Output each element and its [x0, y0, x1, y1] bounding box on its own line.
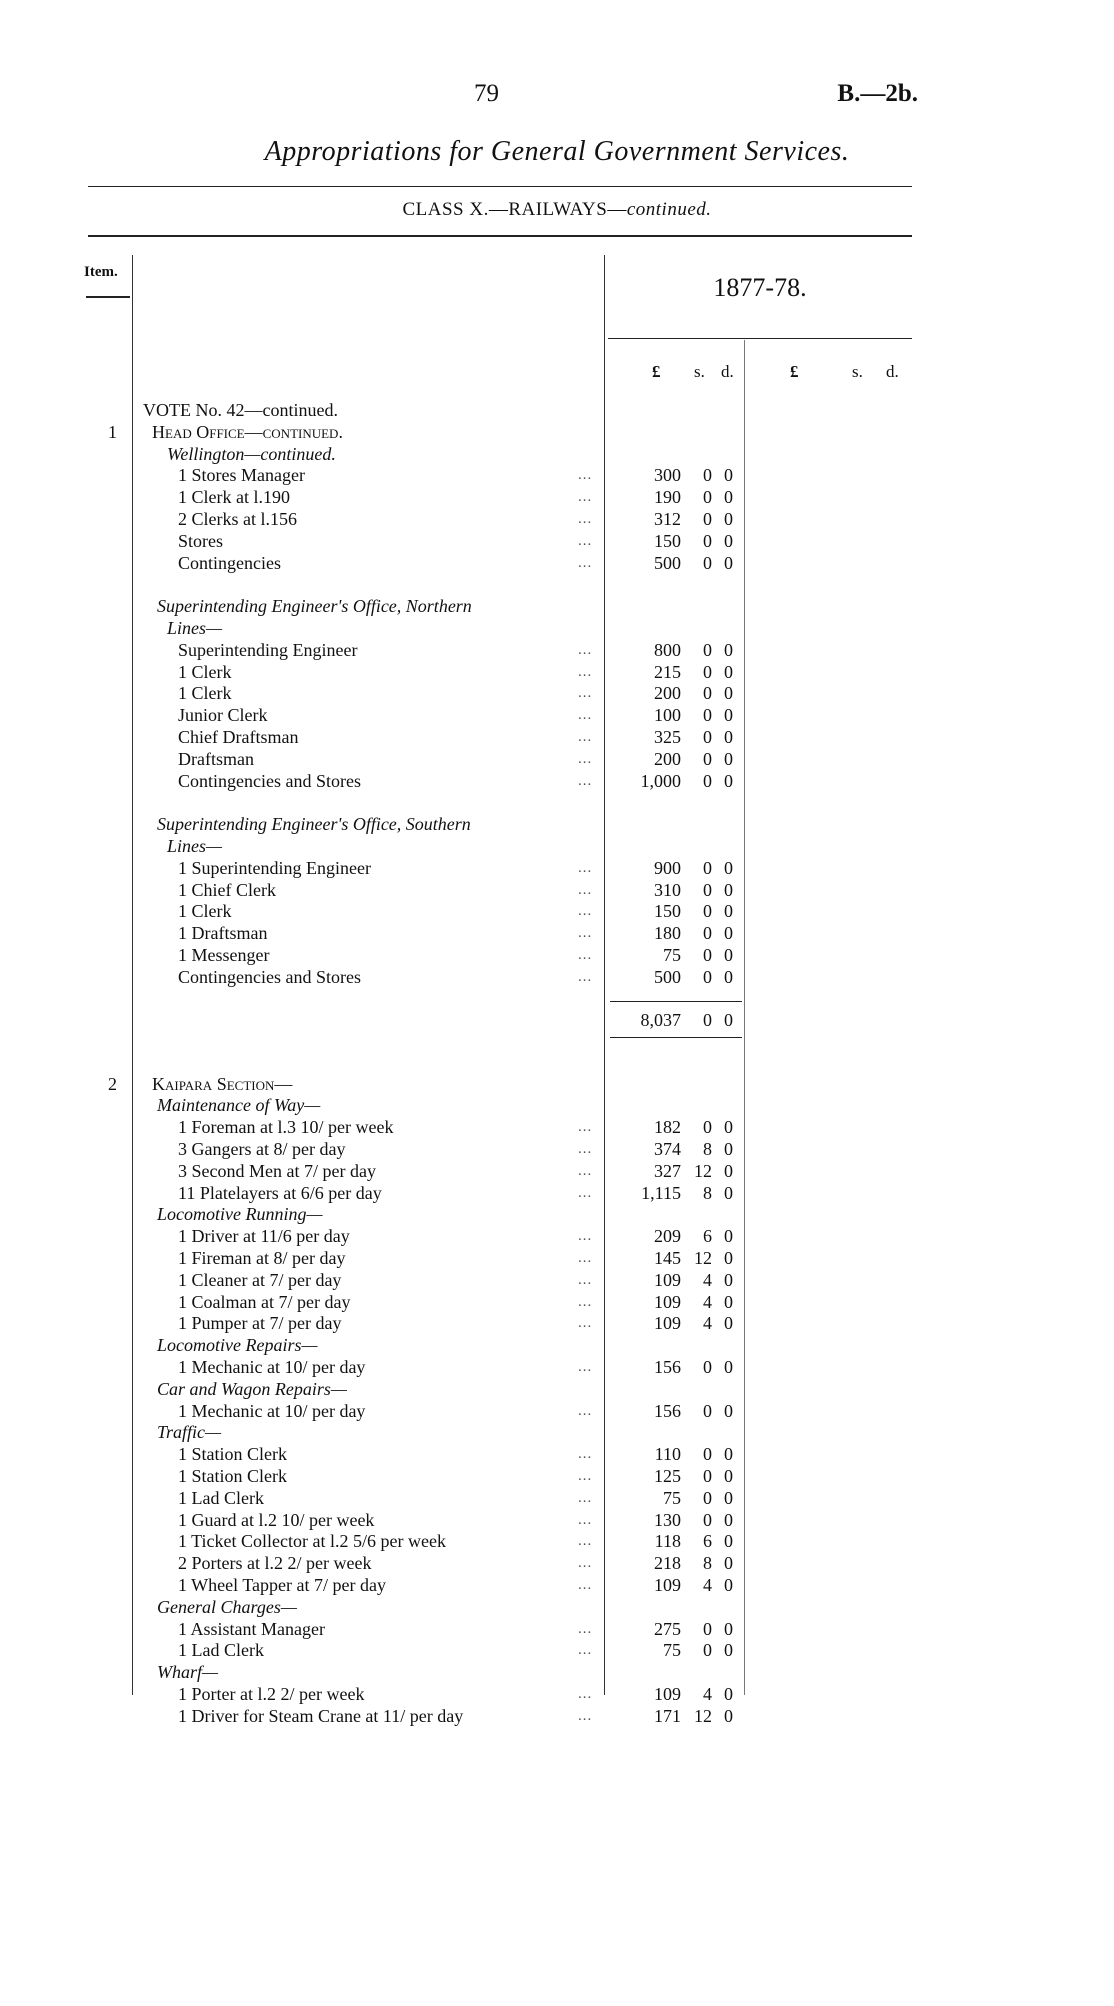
leader-dots: ... [578, 773, 593, 789]
amount-pence: 0 [724, 1706, 733, 1726]
amount-pence: 0 [724, 683, 733, 703]
leader-dots: ... [578, 1468, 593, 1484]
leader-dots: ... [578, 1250, 593, 1266]
table-row [0, 1073, 1114, 1095]
row-description: 11 Platelayers at 6/6 per day [178, 1183, 382, 1203]
leader-dots: ... [578, 969, 593, 985]
row-description: 1 Pumper at 7/ per day [178, 1313, 342, 1333]
table-row [0, 617, 1114, 639]
amount-pence: 0 [724, 1531, 733, 1551]
amount-pence: 0 [724, 1117, 733, 1137]
row-description: 1 Ticket Collector at l.2 5/6 per week [178, 1531, 446, 1551]
amount-pence: 0 [724, 553, 733, 573]
row-description: Wellington—continued. [167, 444, 336, 464]
leader-dots: ... [578, 1512, 593, 1528]
amount-pounds: 1,000 [640, 771, 681, 791]
row-description: Wharf— [157, 1662, 219, 1682]
table-row [0, 1378, 1114, 1400]
amount-pounds: 75 [663, 1488, 681, 1508]
amount-shillings: 0 [703, 465, 712, 485]
total-bottom-rule [610, 1037, 742, 1038]
amount-pounds: 900 [654, 858, 681, 878]
row-description: Lines— [167, 836, 223, 856]
leader-dots: ... [578, 1621, 593, 1637]
row-description: 1 Cleaner at 7/ per day [178, 1270, 342, 1290]
amount-pence: 0 [724, 880, 733, 900]
leader-dots: ... [578, 1359, 593, 1375]
row-description: Locomotive Running— [157, 1204, 323, 1224]
amount-shillings: 4 [703, 1313, 712, 1333]
amount-pence: 0 [724, 1640, 733, 1660]
row-description: Draftsman [178, 749, 254, 769]
table-row [0, 399, 1114, 421]
amount-pounds: 118 [654, 1531, 681, 1551]
table-row [0, 443, 1114, 465]
amount-pence: 0 [724, 1510, 733, 1530]
amount-pounds: 327 [654, 1161, 681, 1181]
amount-shillings: 12 [694, 1706, 712, 1726]
amount-pounds: 310 [654, 880, 681, 900]
amount-shillings: 0 [703, 880, 712, 900]
row-description: 1 Foreman at l.3 10/ per week [178, 1117, 394, 1137]
table-row [0, 1639, 1114, 1661]
row-description: 1 Lad Clerk [178, 1488, 264, 1508]
table-row [0, 1009, 1114, 1031]
amount-shillings: 0 [703, 705, 712, 725]
amount-pounds: 109 [654, 1292, 681, 1312]
row-description: Contingencies [178, 553, 281, 573]
pence-header-1: d. [721, 362, 734, 381]
amount-pounds: 200 [654, 749, 681, 769]
table-row [0, 704, 1114, 726]
table-row [0, 1465, 1114, 1487]
row-description: VOTE No. 42—continued. [143, 400, 338, 420]
leader-dots: ... [578, 925, 593, 941]
row-description: Contingencies and Stores [178, 967, 361, 987]
amount-pence: 0 [724, 1401, 733, 1421]
amount-shillings: 0 [703, 683, 712, 703]
amount-pence: 0 [724, 727, 733, 747]
row-description: 1 Chief Clerk [178, 880, 276, 900]
amount-shillings: 0 [703, 1401, 712, 1421]
table-row [0, 879, 1114, 901]
amount-pence: 0 [724, 1139, 733, 1159]
leader-dots: ... [578, 1642, 593, 1658]
amount-shillings: 0 [703, 749, 712, 769]
pounds-header-1: £ [652, 362, 661, 381]
table-row [0, 508, 1114, 530]
leader-dots: ... [578, 664, 593, 680]
amount-pounds: 1,115 [641, 1183, 681, 1203]
amount-shillings: 0 [703, 727, 712, 747]
leader-dots: ... [578, 1446, 593, 1462]
amount-pence: 0 [724, 771, 733, 791]
amount-shillings: 0 [703, 923, 712, 943]
amount-pence: 0 [724, 1619, 733, 1639]
leader-dots: ... [578, 1272, 593, 1288]
amount-shillings: 0 [703, 967, 712, 987]
leader-dots: ... [578, 685, 593, 701]
row-description: 1 Porter at l.2 2/ per week [178, 1684, 365, 1704]
leader-dots: ... [578, 1555, 593, 1571]
table-row [0, 1443, 1114, 1465]
row-description: Car and Wagon Repairs— [157, 1379, 347, 1399]
leader-dots: ... [578, 1119, 593, 1135]
amount-shillings: 0 [703, 1488, 712, 1508]
amount-pence: 0 [724, 487, 733, 507]
amount-pounds: 312 [654, 509, 681, 529]
amount-pence: 0 [724, 1161, 733, 1181]
amount-shillings: 0 [703, 901, 712, 921]
amount-pounds: 8,037 [640, 1010, 681, 1030]
table-row [0, 1400, 1114, 1422]
amount-pence: 0 [724, 1684, 733, 1704]
row-description: 1 Coalman at 7/ per day [178, 1292, 351, 1312]
item-number: 1 [108, 422, 117, 442]
amount-shillings: 0 [703, 640, 712, 660]
row-description: Maintenance of Way— [157, 1095, 321, 1115]
leader-dots: ... [578, 1294, 593, 1310]
amount-shillings: 6 [703, 1531, 712, 1551]
amount-pence: 0 [724, 1444, 733, 1464]
amount-shillings: 0 [703, 662, 712, 682]
row-description: 2 Clerks at l.156 [178, 509, 297, 529]
table-row [0, 1269, 1114, 1291]
amount-pounds: 145 [654, 1248, 681, 1268]
table-row [0, 1530, 1114, 1552]
amount-shillings: 8 [703, 1553, 712, 1573]
amount-pence: 0 [724, 901, 733, 921]
item-column-header: Item. [84, 264, 118, 280]
table-row [0, 595, 1114, 617]
amount-shillings: 4 [703, 1270, 712, 1290]
amount-pounds: 75 [663, 1640, 681, 1660]
amount-shillings: 0 [703, 1510, 712, 1530]
amount-pence: 0 [724, 1292, 733, 1312]
leader-dots: ... [578, 1163, 593, 1179]
row-description: 1 Mechanic at 10/ per day [178, 1357, 366, 1377]
amount-pence: 0 [724, 1488, 733, 1508]
table-row [0, 1116, 1114, 1138]
amount-pence: 0 [724, 1010, 733, 1030]
row-description: 1 Clerk at l.190 [178, 487, 290, 507]
row-description: 1 Messenger [178, 945, 270, 965]
amount-pounds: 150 [654, 531, 681, 551]
amount-shillings: 0 [703, 1640, 712, 1660]
row-description: 1 Lad Clerk [178, 1640, 264, 1660]
amount-pence: 0 [724, 967, 733, 987]
row-description: 3 Gangers at 8/ per day [178, 1139, 346, 1159]
amount-pence: 0 [724, 858, 733, 878]
amount-shillings: 4 [703, 1292, 712, 1312]
row-description: Locomotive Repairs— [157, 1335, 318, 1355]
class-heading-prefix: CLASS X.—RAILWAYS— [402, 199, 627, 220]
row-description: 1 Driver at 11/6 per day [178, 1226, 350, 1246]
amount-pence: 0 [724, 640, 733, 660]
leader-dots: ... [578, 642, 593, 658]
amount-shillings: 6 [703, 1226, 712, 1246]
leader-dots: ... [578, 1490, 593, 1506]
amount-pence: 0 [724, 465, 733, 485]
row-description: General Charges— [157, 1597, 297, 1617]
amount-pounds: 200 [654, 683, 681, 703]
table-row [0, 1291, 1114, 1313]
table-row [0, 486, 1114, 508]
amount-pence: 0 [724, 662, 733, 682]
leader-dots: ... [578, 555, 593, 571]
leader-dots: ... [578, 707, 593, 723]
class-heading [0, 199, 1114, 221]
row-description: Chief Draftsman [178, 727, 299, 747]
leader-dots: ... [578, 1185, 593, 1201]
leader-dots: ... [578, 1141, 593, 1157]
amount-shillings: 0 [703, 553, 712, 573]
amount-pounds: 156 [654, 1357, 681, 1377]
amount-pence: 0 [724, 1248, 733, 1268]
amount-pence: 0 [724, 1466, 733, 1486]
table-row [0, 1334, 1114, 1356]
amount-shillings: 0 [703, 487, 712, 507]
amount-shillings: 0 [703, 771, 712, 791]
amount-pounds: 109 [654, 1270, 681, 1290]
pence-header-2: d. [886, 362, 899, 381]
table-row [0, 1182, 1114, 1204]
table-row [0, 1509, 1114, 1531]
amount-pounds: 130 [654, 1510, 681, 1530]
shillings-header-1: s. [694, 362, 705, 381]
table-row [0, 1683, 1114, 1705]
leader-dots: ... [578, 1403, 593, 1419]
amount-pence: 0 [724, 945, 733, 965]
row-description: Traffic— [157, 1422, 222, 1442]
table-row [0, 1094, 1114, 1116]
leader-dots: ... [578, 1315, 593, 1331]
amount-pence: 0 [724, 509, 733, 529]
amount-shillings: 4 [703, 1575, 712, 1595]
amount-pence: 0 [724, 1183, 733, 1203]
leader-dots: ... [578, 1577, 593, 1593]
table-row [0, 770, 1114, 792]
row-description: 1 Clerk [178, 901, 232, 921]
pounds-header-2: £ [790, 362, 799, 381]
row-description: 1 Station Clerk [178, 1444, 287, 1464]
table-row [0, 421, 1114, 443]
table-row [0, 639, 1114, 661]
amount-pence: 0 [724, 1575, 733, 1595]
item-header-underline [86, 296, 130, 298]
row-description: Kaipara Section— [152, 1074, 293, 1094]
table-row [0, 530, 1114, 552]
heading-rule [88, 186, 912, 187]
amount-pounds: 190 [654, 487, 681, 507]
amount-shillings: 0 [703, 945, 712, 965]
amount-pounds: 180 [654, 923, 681, 943]
page-heading: Appropriations for General Government Services. [264, 136, 850, 167]
row-description: 1 Station Clerk [178, 1466, 287, 1486]
row-description: 1 Clerk [178, 662, 232, 682]
table-row [0, 748, 1114, 770]
amount-shillings: 0 [703, 531, 712, 551]
table-row [0, 966, 1114, 988]
year-heading: 1877-78. [713, 273, 807, 302]
leader-dots: ... [578, 1228, 593, 1244]
amount-pounds: 150 [654, 901, 681, 921]
leader-dots: ... [578, 751, 593, 767]
amount-pence: 0 [724, 1270, 733, 1290]
amount-shillings: 0 [703, 1444, 712, 1464]
document-code: B.—2b. [837, 80, 918, 107]
amount-pence: 0 [724, 1313, 733, 1333]
table-row [0, 1618, 1114, 1640]
row-description: Superintending Engineer's Office, Northern [157, 596, 472, 616]
row-description: 1 Fireman at 8/ per day [178, 1248, 346, 1268]
amount-shillings: 0 [703, 1357, 712, 1377]
leader-dots: ... [578, 729, 593, 745]
total-top-rule [610, 1001, 742, 1002]
table-row [0, 726, 1114, 748]
amount-pounds: 110 [654, 1444, 681, 1464]
row-description: 1 Guard at l.2 10/ per week [178, 1510, 375, 1530]
amount-pounds: 325 [654, 727, 681, 747]
amount-shillings: 0 [703, 1466, 712, 1486]
row-description: 1 Driver for Steam Crane at 11/ per day [178, 1706, 464, 1726]
amount-pence: 0 [724, 531, 733, 551]
amount-pounds: 209 [654, 1226, 681, 1246]
amount-shillings: 12 [694, 1248, 712, 1268]
table-row [0, 1247, 1114, 1269]
table-row [0, 1705, 1114, 1727]
leader-dots: ... [578, 947, 593, 963]
year-underline [608, 338, 912, 339]
amount-shillings: 0 [703, 1010, 712, 1030]
table-row [0, 1225, 1114, 1247]
amount-shillings: 0 [703, 1619, 712, 1639]
leader-dots: ... [578, 882, 593, 898]
leader-dots: ... [578, 467, 593, 483]
row-description: 1 Wheel Tapper at 7/ per day [178, 1575, 386, 1595]
table-row [0, 552, 1114, 574]
table-row [0, 1574, 1114, 1596]
leader-dots: ... [578, 903, 593, 919]
amount-pounds: 156 [654, 1401, 681, 1421]
item-number: 2 [108, 1074, 117, 1094]
leader-dots: ... [578, 1533, 593, 1549]
row-description: 2 Porters at l.2 2/ per week [178, 1553, 372, 1573]
table-row [0, 857, 1114, 879]
amount-pounds: 75 [663, 945, 681, 965]
class-heading-suffix: continued. [626, 199, 712, 220]
amount-pence: 0 [724, 1226, 733, 1246]
amount-pounds: 215 [654, 662, 681, 682]
row-description: 1 Superintending Engineer [178, 858, 371, 878]
table-row [0, 1312, 1114, 1334]
amount-pounds: 300 [654, 465, 681, 485]
amount-pounds: 109 [654, 1575, 681, 1595]
table-row [0, 944, 1114, 966]
amount-pence: 0 [724, 1357, 733, 1377]
amount-shillings: 4 [703, 1684, 712, 1704]
row-description: 1 Assistant Manager [178, 1619, 325, 1639]
row-description: 1 Stores Manager [178, 465, 305, 485]
amount-pounds: 109 [654, 1313, 681, 1333]
leader-dots: ... [578, 489, 593, 505]
row-description: Lines— [167, 618, 223, 638]
row-description: 1 Mechanic at 10/ per day [178, 1401, 366, 1421]
table-row [0, 682, 1114, 704]
amount-pounds: 182 [654, 1117, 681, 1137]
amount-pounds: 800 [654, 640, 681, 660]
table-row [0, 1661, 1114, 1683]
amount-pence: 0 [724, 1553, 733, 1573]
table-row [0, 1160, 1114, 1182]
row-description: Superintending Engineer's Office, Southern [157, 814, 471, 834]
table-row [0, 464, 1114, 486]
amount-pence: 0 [724, 749, 733, 769]
amount-pounds: 275 [654, 1619, 681, 1639]
amount-shillings: 0 [703, 1117, 712, 1137]
table-row [0, 900, 1114, 922]
row-description: 1 Draftsman [178, 923, 268, 943]
amount-pounds: 374 [654, 1139, 681, 1159]
table-row [0, 922, 1114, 944]
table-row [0, 1552, 1114, 1574]
table-row [0, 1421, 1114, 1443]
amount-pounds: 218 [654, 1553, 681, 1573]
table-row [0, 1138, 1114, 1160]
amount-pounds: 100 [654, 705, 681, 725]
leader-dots: ... [578, 860, 593, 876]
amount-shillings: 8 [703, 1183, 712, 1203]
page-number: 79 [474, 80, 499, 107]
row-description: 1 Clerk [178, 683, 232, 703]
table-row [0, 1596, 1114, 1618]
leader-dots: ... [578, 1686, 593, 1702]
row-description: Stores [178, 531, 223, 551]
amount-shillings: 12 [694, 1161, 712, 1181]
table-row [0, 835, 1114, 857]
row-description: 3 Second Men at 7/ per day [178, 1161, 376, 1181]
amount-pounds: 500 [654, 553, 681, 573]
amount-pounds: 125 [654, 1466, 681, 1486]
table-row [0, 661, 1114, 683]
amount-pounds: 500 [654, 967, 681, 987]
table-row [0, 1203, 1114, 1225]
amount-pence: 0 [724, 705, 733, 725]
row-description: Superintending Engineer [178, 640, 358, 660]
leader-dots: ... [578, 533, 593, 549]
amount-shillings: 0 [703, 858, 712, 878]
shillings-header-2: s. [852, 362, 863, 381]
row-description: Contingencies and Stores [178, 771, 361, 791]
row-description: Junior Clerk [178, 705, 268, 725]
amount-pence: 0 [724, 923, 733, 943]
amount-pounds: 109 [654, 1684, 681, 1704]
amount-pounds: 171 [654, 1706, 681, 1726]
table-row [0, 813, 1114, 835]
amount-shillings: 8 [703, 1139, 712, 1159]
leader-dots: ... [578, 1708, 593, 1724]
row-description: Head Office—continued. [152, 422, 343, 442]
amount-shillings: 0 [703, 509, 712, 529]
table-row [0, 1356, 1114, 1378]
leader-dots: ... [578, 511, 593, 527]
table-top-rule [88, 235, 912, 237]
table-row [0, 1487, 1114, 1509]
